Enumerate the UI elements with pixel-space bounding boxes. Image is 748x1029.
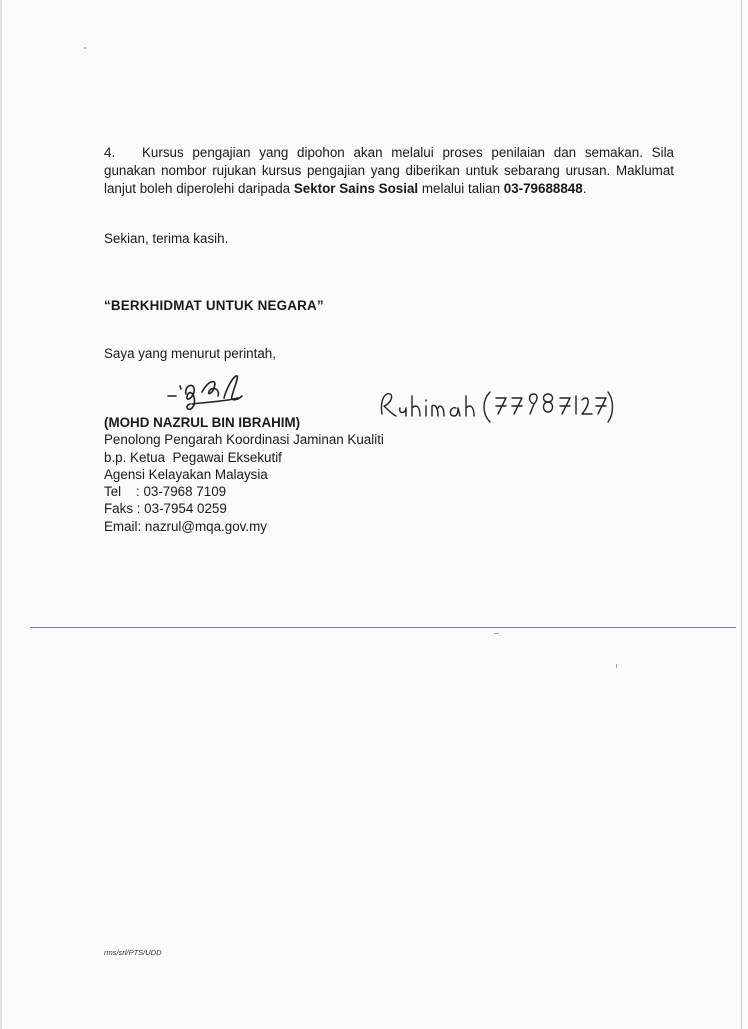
signatory-agency: Agensi Kelayakan Malaysia — [104, 466, 268, 482]
officer-signature — [162, 372, 252, 418]
paragraph-number: 4. — [104, 145, 116, 160]
paragraph-text-end: . — [582, 181, 587, 197]
yours-line: Saya yang menurut perintah, — [104, 346, 276, 361]
contact-phone: 03-79688848 — [503, 181, 583, 197]
closing-line: Sekian, terima kasih. — [104, 231, 229, 246]
scan-edge-left — [0, 0, 2, 1029]
signatory-title: Penolong Pengarah Koordinasi Jaminan Kualiti — [104, 432, 384, 448]
scan-speck — [616, 664, 617, 668]
signatory-fax: Faks : 03-7954 0259 — [104, 501, 227, 517]
paragraph-text-start: Kursus pengajian yang dipohon akan melalui proses penilaian dan semakan. Sila gunakan nombor rujukan kursus pengajian yang diberikan untuk sebarang urusan. Maklumat lanjut boleh diperolehi daripada — [104, 145, 674, 197]
motto: “BERKHIDMAT UNTUK NEGARA” — [104, 298, 324, 313]
signature-block — [104, 414, 384, 535]
page-divider — [30, 627, 736, 628]
scan-speck — [494, 633, 499, 634]
signatory-on-behalf: b.p. Ketua Pegawai Eksekutif — [104, 449, 282, 465]
signatory-tel: Tel : 03-7968 7109 — [104, 484, 227, 500]
paragraph-4 — [104, 144, 674, 199]
sector-name: Sektor Sains Sosial — [293, 181, 419, 197]
signatory-name: (MOHD NAZRUL BIN IBRAHIM) — [104, 415, 301, 430]
scan-speck — [84, 47, 86, 49]
scan-edge-right — [741, 0, 742, 1029]
signatory-email: Email: nazrul@mqa.gov.my — [104, 518, 267, 534]
footer-reference: rms/srl/PTS/UDD — [104, 948, 162, 957]
handwritten-note — [376, 384, 616, 426]
paragraph-text-middle: melalui talian — [418, 181, 504, 197]
